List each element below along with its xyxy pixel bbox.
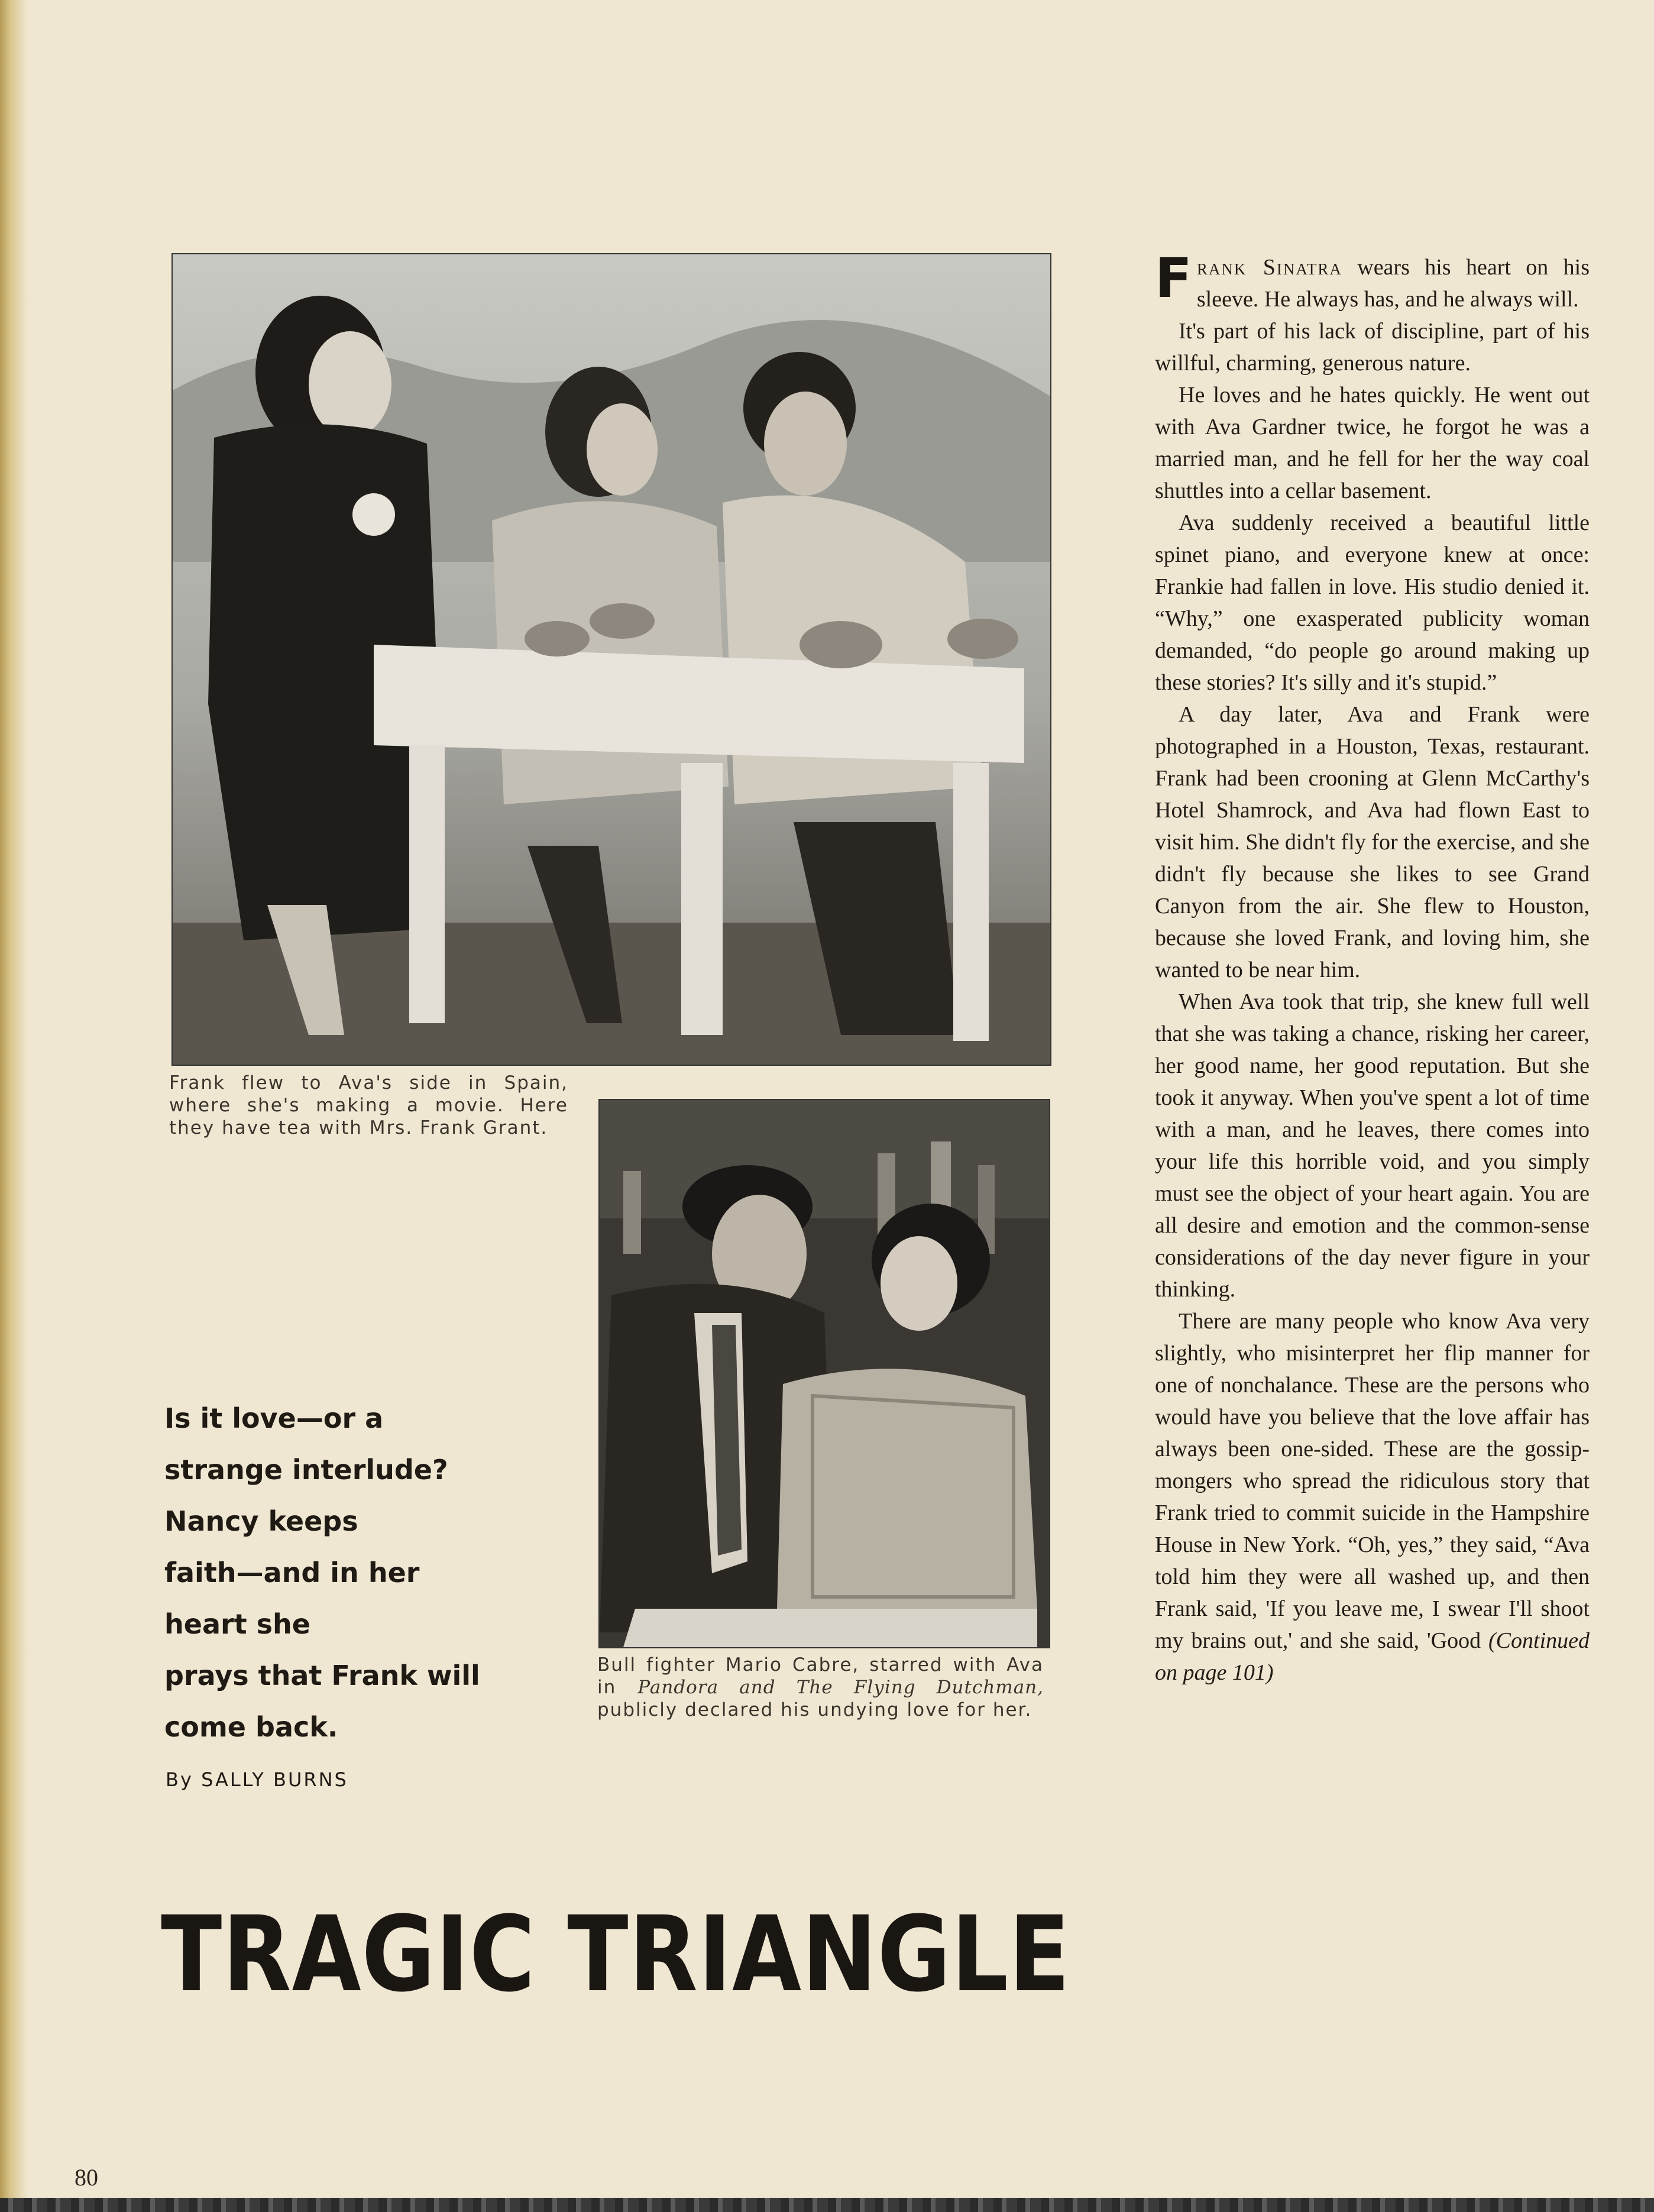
- photo-tea-scene: [171, 253, 1051, 1066]
- article-paragraph-2: It's part of his lack of discipline, part of his willful, charming, generous nature.: [1155, 319, 1590, 376]
- caption-bullfighter: Bull fighter Mario Cabre, starred with Ava in Pandora and The Flying Dutchman, publicly declared his undying love for her.: [597, 1654, 1044, 1721]
- article-paragraph-4: Ava suddenly received a beautiful little spinet piano, and everyone knew at once: Frankie had fallen in love. His studio denied it. “Why,” one exasperated publicity woman demanded, “do people go around making up these stories? It's silly and it's stupid.”: [1155, 510, 1590, 695]
- article-paragraph-3: He loves and he hates quickly. He went out with Ava Gardner twice, he forgot he was a married man, and he fell for her the way coal shuttles into a cellar basement.: [1155, 383, 1590, 503]
- page-number: 80: [75, 2164, 98, 2191]
- article-paragraph-7: There are many people who know Ava very slightly, who misinterpret her flip manner for one of nonchalance. These are the persons who would have you believe that the love affair has always been one-sided. These are the gossip-mongers who spread the ridiculous story that Frank tried to commit suicide in the Hampshire House in New York. “Oh, yes,” they said, “Ava told him they were all washed up, and then Frank said, 'If you leave me, I swear I'll shoot my brains out,' and she said, 'Good (Continued on page 101): [1155, 1309, 1590, 1685]
- article-column: [1155, 247, 1590, 1689]
- photo-bullfighter: [598, 1099, 1050, 1648]
- tea-scene-illustration: [173, 254, 1050, 1065]
- page-binding-edge: [0, 0, 28, 2212]
- continued-note: (Continued on page 101): [1155, 1628, 1590, 1685]
- article-paragraph-5: A day later, Ava and Frank were photographed in a Houston, Texas, restaurant. Frank had been crooning at Glenn McCarthy's Hotel Shamrock, and Ava had flown East to visit him. She didn't fly for the exercise, and she didn't fly because she likes to see Grand Canyon from the air. She flew to Houston, because she loved Frank, and loving him, she wanted to be near him.: [1155, 702, 1590, 982]
- article-paragraph-6: When Ava took that trip, she knew full well that she was taking a chance, risking her career, her good name, her good reputation. But she took it anyway. When you've spent a lot of time with a man, and he leaves, there comes into your life this horrible void, and you simply must see the object of your heart again. You are all desire and emotion and the common-sense considerations of the day never figure in your thinking.: [1155, 989, 1590, 1302]
- drop-cap: F: [1155, 247, 1192, 310]
- headline: TRAGIC TRIANGLE: [161, 1894, 1071, 2015]
- article-paragraph-1: Frank Sinatra wears his heart on his sleeve. He always has, and he always will.: [1155, 247, 1590, 312]
- page-bottom-edge: [0, 2198, 1654, 2212]
- caption-tea-scene: Frank flew to Ava's side in Spain, where she's making a movie. Here they have tea with Mrs. Frank Grant.: [169, 1072, 568, 1139]
- story-blurb: Is it love—or a strange interlude? Nancy keeps faith—and in her heart she prays that Frank will come back.: [164, 1402, 480, 1743]
- byline: By SALLY BURNS: [166, 1768, 348, 1791]
- bullfighter-illustration: [600, 1100, 1049, 1647]
